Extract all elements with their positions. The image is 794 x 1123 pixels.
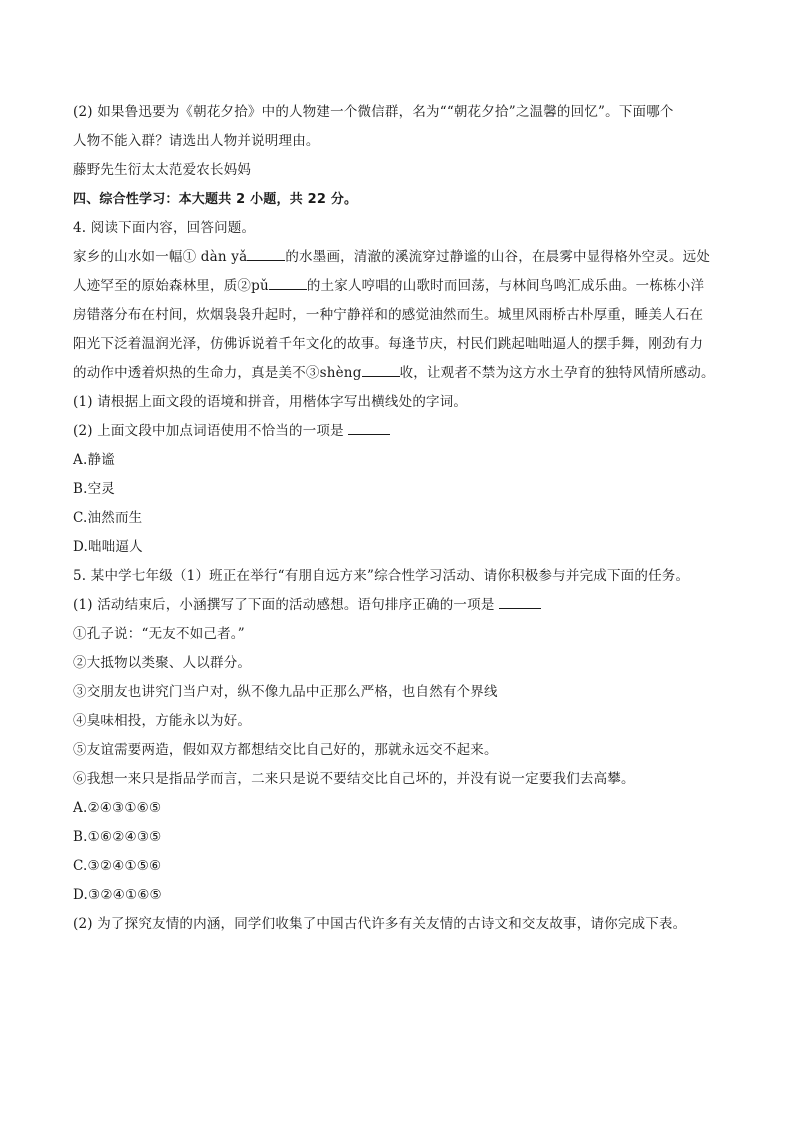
q5-sub2: (2) 为了探究友情的内涵，同学们收集了中国古代许多有关友情的古诗文和交友故事，请你完成下表。 <box>73 916 687 932</box>
q4-stem: 4. 阅读下面内容，回答问题。 <box>73 220 256 236</box>
q4-passage-line <box>73 330 723 359</box>
q5-sentence: ③交朋友也讲究门当户对，纵不像九品中正那么严格，也自然有个界线 <box>73 684 498 700</box>
passage-text: 房错落分布在村间，炊烟袅袅升起时，一种宁静祥和的感觉油然而生。城里风雨桥古朴厚重，睡美人石在 <box>73 307 704 323</box>
document-page <box>73 98 723 939</box>
q5-option: C.③②④①⑤⑥ <box>73 858 162 874</box>
passage-text: 人迹罕至的原始森林里，质②pǔ <box>73 278 269 294</box>
q5-stem: 5. 某中学七年级（1）班正在举行“有朋自远方来”综合性学习活动、请你积极参与并完成下面的任务。 <box>73 568 690 584</box>
q4-sub1: (1) 请根据上面文段的语境和拼音，用楷体字写出横线处的字词。 <box>73 394 468 410</box>
q5-sentence: ④臭味相投，方能永以为好。 <box>73 713 252 729</box>
q3-part2-line1: (2) 如果鲁迅要为《朝花夕拾》中的人物建一个微信群，名为““朝花夕拾”之温馨的回忆”。下面哪个 <box>73 104 674 120</box>
q4-sub2 <box>73 417 723 446</box>
q3-part2-line2: 人物不能入群？请选出人物并说明理由。 <box>73 133 320 149</box>
q4-option: A.静谧 <box>73 452 115 468</box>
q4-passage-line <box>73 359 723 388</box>
q5-sub1 <box>73 591 723 620</box>
q3-character-list: 藤野先生衍太太范爱农长妈妈 <box>73 162 252 178</box>
q5-option: D.③②④①⑥⑤ <box>73 887 162 903</box>
q4-passage-line <box>73 301 723 330</box>
fill-blank-2 <box>269 276 307 290</box>
passage-text: 收，让观者不禁为这方水土孕育的独特风情所感动。 <box>399 365 715 381</box>
fill-blank-3 <box>362 363 400 377</box>
q5-option: B.①⑥②④③⑤ <box>73 829 162 845</box>
q5-sentence: ⑥我想一来只是指品学而言，二来只是说不要结交比自己坏的，并没有说一定要我们去高攀。 <box>73 771 635 787</box>
q4-option: C.油然而生 <box>73 510 143 526</box>
passage-text: 的水墨画，清澈的溪流穿过静谧的山谷，在晨雾中显得格外空灵。远处 <box>285 249 711 265</box>
q5-sub1-text: (1) 活动结束后，小涵撰写了下面的活动感想。语句排序正确的一项是 <box>73 597 495 613</box>
passage-text: 的动作中透着炽热的生命力，真是美不③shèng <box>73 365 362 381</box>
answer-blank <box>348 421 390 435</box>
passage-text: 家乡的山水如一幅① dàn yǎ <box>73 249 248 265</box>
q4-passage-line <box>73 272 723 301</box>
q4-option: B.空灵 <box>73 481 116 497</box>
q4-sub2-text: (2) 上面文段中加点词语使用不恰当的一项是 <box>73 423 344 439</box>
passage-text: 阳光下泛着温润光泽，仿佛诉说着千年文化的故事。每逢节庆，村民们跳起咄咄逼人的摆手舞，刚劲有力 <box>73 336 704 352</box>
fill-blank-1 <box>247 247 285 261</box>
passage-text: 的土家人哼唱的山歌时而回荡，与林间鸟鸣汇成乐曲。一栋栋小洋 <box>306 278 705 294</box>
q5-sentence: ⑤友谊需要两造，假如双方都想结交比自己好的，那就永远交不起来。 <box>73 742 498 758</box>
q4-option: D.咄咄逼人 <box>73 539 143 555</box>
q5-sentence: ①孔子说：“无友不如己者。” <box>73 626 245 642</box>
q5-option: A.②④③①⑥⑤ <box>73 800 162 816</box>
q5-sentence: ②大抵物以类聚、人以群分。 <box>73 655 252 671</box>
answer-blank <box>499 595 541 609</box>
q4-passage-line <box>73 243 723 272</box>
section4-heading: 四、综合性学习：本大题共 2 小题，共 22 分。 <box>73 192 358 207</box>
